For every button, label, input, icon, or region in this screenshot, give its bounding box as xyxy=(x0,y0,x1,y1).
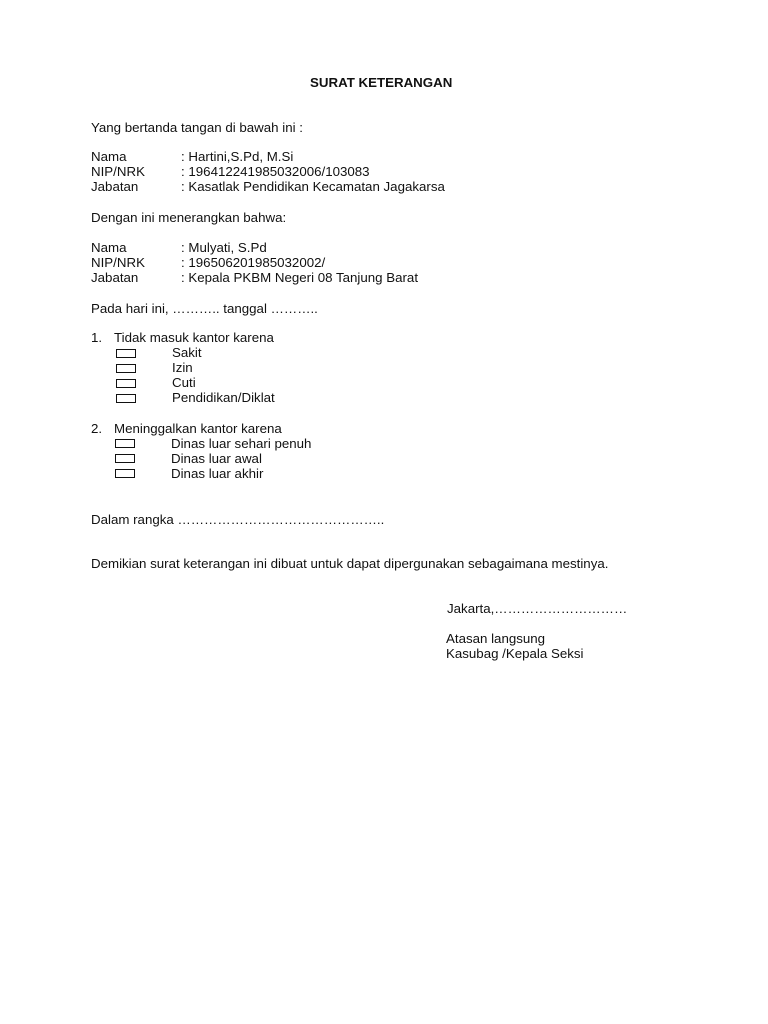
document-title: SURAT KETERANGAN xyxy=(310,75,453,90)
option-dinas-luar-awal: Dinas luar awal xyxy=(171,451,262,466)
option-sakit: Sakit xyxy=(172,345,202,360)
checkbox-sakit[interactable] xyxy=(116,349,136,358)
subject-jabatan-label: Jabatan xyxy=(91,270,139,285)
subject-nip-label: NIP/NRK xyxy=(91,255,145,270)
signer-jabatan-value: : Kasatlak Pendidikan Kecamatan Jagakarsa xyxy=(181,179,445,194)
subject-nama-value: : Mulyati, S.Pd xyxy=(181,240,267,255)
signature-role-1: Atasan langsung xyxy=(446,631,546,646)
date-line: Pada hari ini, ……….. tanggal ……….. xyxy=(91,301,318,316)
intro-text: Yang bertanda tangan di bawah ini : xyxy=(91,120,303,135)
option-izin: Izin xyxy=(172,360,193,375)
section1-label: Tidak masuk kantor karena xyxy=(114,330,274,345)
option-dinas-sehari-penuh: Dinas luar sehari penuh xyxy=(171,436,312,451)
checkbox-dinas-luar-akhir[interactable] xyxy=(115,469,135,478)
signature-place-date: Jakarta,………………………… xyxy=(447,601,628,616)
subject-jabatan-value: : Kepala PKBM Negeri 08 Tanjung Barat xyxy=(181,270,419,285)
signature-role-2: Kasubag /Kepala Seksi xyxy=(446,646,584,661)
statement-text: Dengan ini menerangkan bahwa: xyxy=(91,210,287,225)
signer-nip-label: NIP/NRK xyxy=(91,164,145,179)
signer-nama-value: : Hartini,S.Pd, M.Si xyxy=(181,149,294,164)
signer-jabatan-label: Jabatan xyxy=(91,179,139,194)
option-dinas-luar-akhir: Dinas luar akhir xyxy=(171,466,264,481)
closing-text: Demikian surat keterangan ini dibuat untuk dapat dipergunakan sebagaimana mestinya. xyxy=(91,556,609,571)
option-pendidikan-diklat: Pendidikan/Diklat xyxy=(172,390,275,405)
checkbox-cuti[interactable] xyxy=(116,379,136,388)
section2-number: 2. xyxy=(91,421,103,436)
checkbox-dinas-luar-awal[interactable] xyxy=(115,454,135,463)
signer-nama-label: Nama xyxy=(91,149,127,164)
signer-nip-value: : 196412241985032006/103083 xyxy=(181,164,370,179)
purpose-line: Dalam rangka ……………………………………….. xyxy=(91,512,385,527)
section1-number: 1. xyxy=(91,330,103,345)
subject-nama-label: Nama xyxy=(91,240,127,255)
checkbox-dinas-sehari-penuh[interactable] xyxy=(115,439,135,448)
section2-label: Meninggalkan kantor karena xyxy=(114,421,282,436)
checkbox-pendidikan-diklat[interactable] xyxy=(116,394,136,403)
subject-nip-value: : 196506201985032002/ xyxy=(181,255,326,270)
option-cuti: Cuti xyxy=(172,375,196,390)
checkbox-izin[interactable] xyxy=(116,364,136,373)
